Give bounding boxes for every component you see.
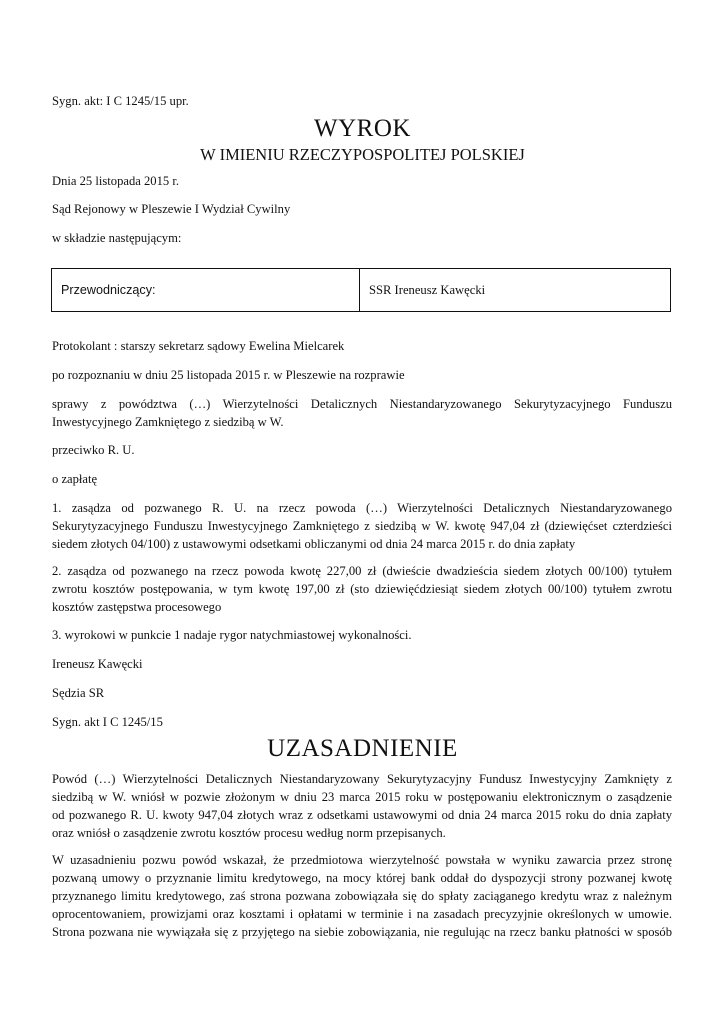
clerk-line: Protokolant : starszy sekretarz sądowy Ewelina Mielcarek (52, 339, 345, 353)
justification-p2-line-5: Strona pozwana nie wywiązała się z przyjętego na siebie zobowiązania, nie regulując na rzecz banku płatności w sposób (52, 925, 672, 939)
ruling-2-line-3: kosztów zastępstwa procesowego (52, 600, 222, 614)
bench-table (51, 268, 671, 312)
hearing-line: po rozpoznaniu w dniu 25 listopada 2015 r. w Pleszewie na rozprawie (52, 368, 405, 382)
justification-p1-line-3: od pozwanego R. U. kwoty 947,04 złotych wraz z odsetkami ustawowymi od dnia 24 marca 2015 roku do dnia zapłaty (52, 808, 672, 822)
ruling-1-line-2: Sekurytyzacyjnego Funduszu Inwestycyjnego Zamkniętego z siedzibą w W. kwotę 947,04 zł (dziewięćset czterdzieści (52, 519, 672, 533)
verdict-subtitle: W IMIENIU RZECZYPOSPOLITEJ POLSKIEJ (200, 145, 525, 164)
signature-title: Sędzia SR (52, 686, 105, 700)
ruling-3: 3. wyrokowi w punkcie 1 nadaje rygor natychmiastowej wykonalności. (52, 628, 412, 642)
justification-p1-line-2: siedzibą w W. wniósł w pozwie złożonym w dniu 23 marca 2015 roku w postępowaniu elektronicznym o zasądzenie (52, 790, 672, 804)
justification-p2-line-4: oprocentowaniem, prowizjami oraz kosztami i opłatami w terminie i na zasadach precyzyjnie określonych w umowie. (52, 907, 672, 921)
case-parties-line-2: Inwestycyjnego Zamkniętego z siedzibą w W. (52, 415, 284, 429)
subject-line: o zapłatę (52, 472, 98, 486)
ruling-1-line-1: 1. zasądza od pozwanego R. U. na rzecz powoda (…) Wierzytelności Detalicznych Niestandaryzowanego (52, 501, 672, 515)
signature-name: Ireneusz Kawęcki (52, 657, 143, 671)
justification-paragraph-1 (52, 770, 672, 842)
ruling-2 (52, 562, 672, 616)
justification-p2-line-2: pozwaną umowy o przyznanie limitu kredytowego, na mocy której bank oddał do dyspozycji strony pozwanej kwotę (52, 871, 672, 885)
bench-role-cell: Przewodniczący: (52, 269, 360, 311)
case-number-header: Sygn. akt: I C 1245/15 upr. (52, 94, 189, 108)
case-parties-line-1: sprawy z powództwa (…) Wierzytelności Detalicznych Niestandaryzowanego Sekurytyzacyjnego Funduszu (52, 397, 672, 411)
ruling-2-line-2: zwrotu kosztów postępowania, w tym kwotę 197,00 zł (sto dziewięćdziesiąt siedem złotych 00/100) tytułem zwrotu (52, 582, 672, 596)
composition-label: w składzie następującym: (52, 231, 182, 245)
court-name: Sąd Rejonowy w Pleszewie I Wydział Cywilny (52, 202, 291, 216)
justification-case-number: Sygn. akt I C 1245/15 (52, 715, 163, 729)
justification-p2-line-3: przyznanego limitu kredytowego, zaś strona pozwana zobowiązała się do spłaty zaciąganego kredytu wraz z należnym (52, 889, 672, 903)
case-parties-paragraph (52, 395, 672, 431)
justification-heading: UZASADNIENIE (267, 735, 458, 762)
ruling-1 (52, 499, 672, 553)
justification-p2-line-1: W uzasadnieniu pozwu powód wskazał, że przedmiotowa wierzytelność powstała w wyniku zawarcia przez stronę (52, 853, 672, 867)
justification-p1-line-4: oraz wniósł o zasądzenie zwrotu kosztów procesu według norm przepisanych. (52, 826, 446, 840)
ruling-1-line-3: siedem złotych 04/100) z ustawowymi odsetkami obliczanymi od dnia 24 marca 2015 r. do dnia zapłaty (52, 537, 576, 551)
justification-paragraph-2 (52, 851, 672, 941)
bench-judge-cell: SSR Ireneusz Kawęcki (369, 283, 486, 297)
verdict-date: Dnia 25 listopada 2015 r. (52, 174, 179, 188)
verdict-title: WYROK (314, 115, 411, 142)
justification-p1-line-1: Powód (…) Wierzytelności Detalicznych Niestandaryzowany Sekurytyzacyjny Fundusz Inwestycyjny Zamknięty z (52, 772, 672, 786)
defendant-line: przeciwko R. U. (52, 443, 135, 457)
ruling-2-line-1: 2. zasądza od pozwanego na rzecz powoda kwotę 227,00 zł (dwieście dwadzieścia siedem złotych 00/100) tytułem (52, 564, 672, 578)
